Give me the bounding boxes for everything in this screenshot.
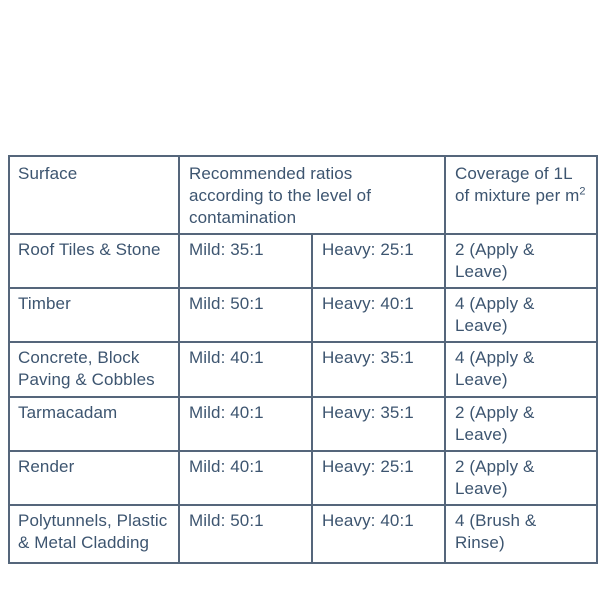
table-row: [9, 342, 597, 397]
mild-ratio-cell: Mild: 50:1: [179, 288, 312, 342]
heavy-ratio-cell: Heavy: 40:1: [312, 505, 445, 563]
mild-ratio-cell: Mild: 40:1: [179, 397, 312, 451]
table-row: [9, 234, 597, 288]
coverage-header-superscript: 2: [579, 185, 586, 198]
heavy-ratio-cell: Heavy: 35:1: [312, 397, 445, 451]
coverage-header-line2: of mixture per m: [455, 186, 580, 205]
table-row: [9, 288, 597, 342]
coverage-cell: 4 (Apply & Leave): [445, 342, 597, 397]
mild-ratio-cell: Mild: 35:1: [179, 234, 312, 288]
coverage-cell: 2 (Apply & Leave): [445, 397, 597, 451]
coverage-cell: 4 (Apply & Leave): [445, 288, 597, 342]
mild-ratio-cell: Mild: 50:1: [179, 505, 312, 563]
heavy-ratio-cell: Heavy: 25:1: [312, 451, 445, 505]
table-row: [9, 505, 597, 563]
header-row: [9, 156, 597, 234]
mild-ratio-cell: Mild: 40:1: [179, 451, 312, 505]
coverage-cell: 2 (Apply & Leave): [445, 234, 597, 288]
surface-cell: Concrete, Block Paving & Cobbles: [9, 342, 179, 397]
coverage-cell: 4 (Brush & Rinse): [445, 505, 597, 563]
surface-cell: Timber: [9, 288, 179, 342]
surface-cell: Tarmacadam: [9, 397, 179, 451]
table-row: [9, 451, 597, 505]
ratios-column-header-label: Recommended ratios according to the level of contamination: [189, 164, 372, 227]
heavy-ratio-cell: Heavy: 25:1: [312, 234, 445, 288]
surface-column-header: Surface: [9, 156, 179, 234]
surface-cell: Render: [9, 451, 179, 505]
ratios-table: [8, 155, 598, 564]
surface-cell: Roof Tiles & Stone: [9, 234, 179, 288]
ratios-column-header: [179, 156, 445, 234]
surface-cell: Polytunnels, Plastic & Metal Cladding: [9, 505, 179, 563]
coverage-cell: 2 (Apply & Leave): [445, 451, 597, 505]
coverage-column-header: [445, 156, 597, 234]
table-row: [9, 397, 597, 451]
heavy-ratio-cell: Heavy: 40:1: [312, 288, 445, 342]
mild-ratio-cell: Mild: 40:1: [179, 342, 312, 397]
heavy-ratio-cell: Heavy: 35:1: [312, 342, 445, 397]
coverage-header-line1: Coverage of 1L: [455, 164, 573, 183]
